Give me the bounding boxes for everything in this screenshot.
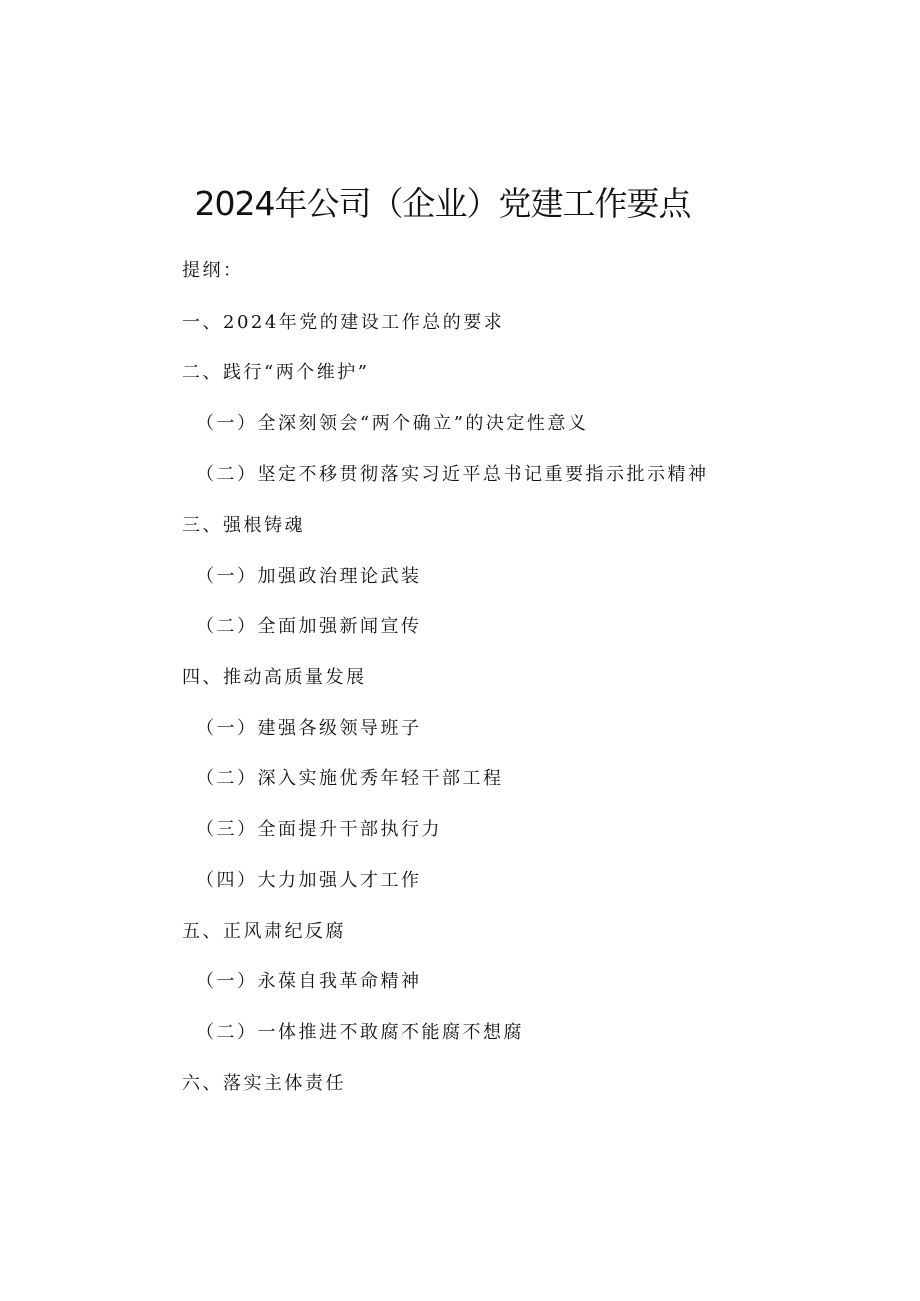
outline-section-4: 四、推动高质量发展 xyxy=(182,667,367,688)
outline-section-5: 五、正风肃纪反腐 xyxy=(182,921,346,942)
outline-subsection-2-1: （一）全深刻领会“两个确立”的决定性意义 xyxy=(196,413,589,434)
document-title: 2024年公司（企业）党建工作要点 xyxy=(194,184,691,224)
outline-subsection-4-2: （二）深入实施优秀年轻干部工程 xyxy=(196,768,504,789)
outline-label: 提纲： xyxy=(182,260,244,281)
outline-subsection-4-1: （一）建强各级领导班子 xyxy=(196,718,422,739)
outline-section-1: 一、2024年党的建设工作总的要求 xyxy=(182,312,505,333)
outline-subsection-4-3: （三）全面提升干部执行力 xyxy=(196,819,442,840)
outline-section-3: 三、强根铸魂 xyxy=(182,515,305,536)
outline-subsection-5-1: （一）永葆自我革命精神 xyxy=(196,971,422,992)
outline-subsection-4-4: （四）大力加强人才工作 xyxy=(196,870,422,891)
outline-subsection-3-2: （二）全面加强新闻宣传 xyxy=(196,616,422,637)
outline-section-2: 二、践行“两个维护” xyxy=(182,362,370,383)
outline-subsection-5-2: （二）一体推进不敢腐不能腐不想腐 xyxy=(196,1022,524,1043)
outline-subsection-3-1: （一）加强政治理论武装 xyxy=(196,566,422,587)
outline-section-6: 六、落实主体责任 xyxy=(182,1073,346,1094)
outline-subsection-2-2: （二）坚定不移贯彻落实习近平总书记重要指示批示精神 xyxy=(196,464,709,485)
